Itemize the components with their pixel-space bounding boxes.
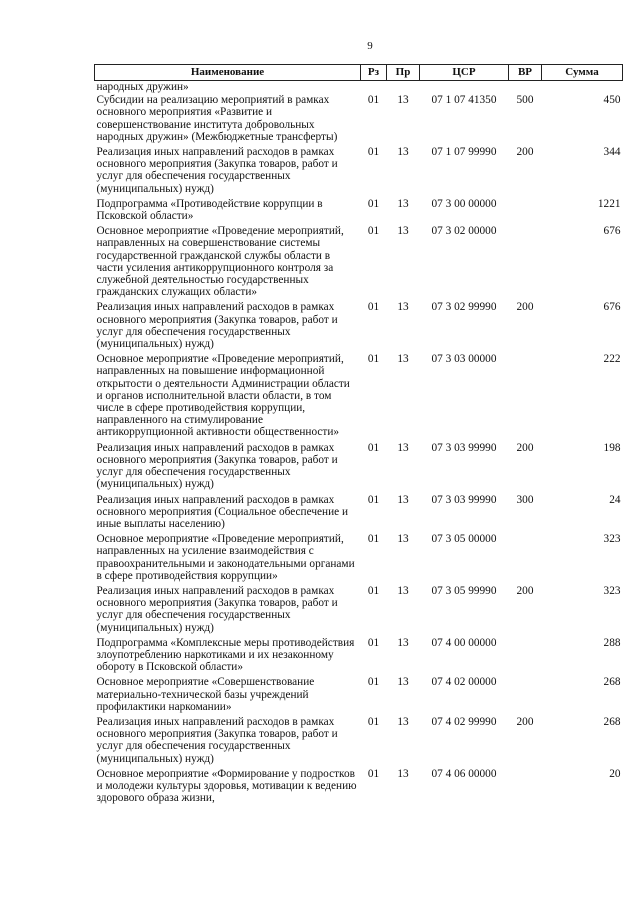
cell-rz: 01 <box>367 353 380 366</box>
table-row <box>95 585 623 637</box>
header-rz: Рз <box>361 65 387 81</box>
cell-name: Основное мероприятие «Проведение мероприятий, направленных на совершенствование системы государственной гражданской службы области в части усиления антикоррупционного контроля за служебной деятельностью государственных гражданских служащих области» <box>96 225 344 299</box>
cell-pr: 13 <box>397 676 409 689</box>
table-row <box>95 94 623 146</box>
cell-pr: 13 <box>397 715 409 728</box>
table-body <box>95 81 623 808</box>
cell-pr: 13 <box>397 636 409 649</box>
header-vr: ВР <box>509 65 542 81</box>
cell-rz: 01 <box>367 584 380 597</box>
table-row-continuation <box>95 81 623 95</box>
table-row <box>95 676 623 716</box>
cell-name: Основное мероприятие «Формирование у подростков и молодежи культуры здоровья, мотивации к ведению здорового образа жизни, <box>96 767 357 805</box>
cell-pr: 13 <box>397 584 409 597</box>
cell-name: Реализация иных направлений расходов в рамках основного мероприятия (Закупка товаров, работ и услуг для обеспечения государственных (муниципальных) нужд) <box>96 441 338 491</box>
cell-csr: 07 1 07 99990 <box>431 146 497 159</box>
cell-csr: 07 4 06 00000 <box>431 767 497 780</box>
cell-pr: 13 <box>397 533 409 546</box>
cell-sum: 222 <box>603 353 621 366</box>
cell-csr: 07 3 03 00000 <box>431 353 497 366</box>
cell-sum: 288 <box>603 636 621 649</box>
cell-sum: 20 <box>609 767 621 780</box>
cell-sum: 344 <box>603 146 621 159</box>
table-row <box>95 442 623 494</box>
cell-rz: 01 <box>367 197 380 210</box>
cell-name: Реализация иных направлений расходов в рамках основного мероприятия (Социальное обеспечение и иные выплаты населению) <box>96 493 349 530</box>
cell-pr: 13 <box>397 441 409 454</box>
cell-name: Реализация иных направлений расходов в рамках основного мероприятия (Закупка товаров, работ и услуг для обеспечения государственных (муниципальных) нужд) <box>96 584 338 634</box>
cell-sum: 1221 <box>597 197 621 210</box>
cell-name: Основное мероприятие «Совершенствование материально-технической базы учреждений профилактики наркомании» <box>96 676 315 713</box>
cell-vr <box>509 676 542 716</box>
cell-rz: 01 <box>367 146 380 159</box>
cell-rz: 01 <box>367 225 380 238</box>
cell-vr <box>509 533 542 585</box>
table-row <box>95 716 623 768</box>
cell-csr: 07 4 02 00000 <box>431 676 497 689</box>
cell-vr: 500 <box>516 94 534 107</box>
cell-rz: 01 <box>367 636 380 649</box>
cell-pr: 13 <box>397 767 409 780</box>
cell-vr <box>509 768 542 808</box>
cell-vr <box>509 353 542 441</box>
cell-name: Основное мероприятие «Проведение мероприятий, направленных на усиление взаимодействия с правоохранительными и законодательными органами в сфере противодействия коррупции» <box>96 533 355 582</box>
cell-sum: 676 <box>603 225 621 238</box>
cell-sum: 676 <box>603 301 621 314</box>
cell-vr: 200 <box>516 715 534 728</box>
cell-rz: 01 <box>367 676 380 689</box>
cell-name: Реализация иных направлений расходов в рамках основного мероприятия (Закупка товаров, работ и услуг для обеспечения государственных (муниципальных) нужд) <box>96 715 338 765</box>
cell-csr: 07 4 02 99990 <box>431 715 497 728</box>
cell-csr: 07 3 05 00000 <box>431 533 497 546</box>
cell-name: народных дружин» <box>96 81 189 93</box>
cell-vr: 200 <box>516 584 534 597</box>
cell-pr: 13 <box>397 197 409 210</box>
cell-sum: 268 <box>603 715 621 728</box>
cell-vr <box>509 198 542 225</box>
table-row <box>95 637 623 677</box>
header-csr: ЦСР <box>420 65 509 81</box>
cell-sum: 450 <box>603 94 621 107</box>
budget-table <box>94 64 623 807</box>
cell-name: Реализация иных направлений расходов в рамках основного мероприятия (Закупка товаров, работ и услуг для обеспечения государственных (муниципальных) нужд) <box>96 301 338 351</box>
cell-sum: 323 <box>603 533 621 546</box>
cell-sum: 24 <box>609 493 621 506</box>
cell-rz: 01 <box>367 94 380 107</box>
cell-csr: 07 3 03 99990 <box>431 493 497 506</box>
header-sum: Сумма <box>542 65 623 81</box>
cell-name: Основное мероприятие «Проведение мероприятий, направленных на повышение информационной открытости о деятельности Администрации области и органов исполнительной власти области, в том числе в сфере противодействия коррупции, направленного на стимулирование антикоррупционной активности общественности» <box>96 353 350 439</box>
cell-rz: 01 <box>367 533 380 546</box>
cell-csr: 07 3 05 99990 <box>431 584 497 597</box>
cell-vr: 300 <box>516 493 534 506</box>
table-row <box>95 494 623 534</box>
page-number: 9 <box>367 40 373 52</box>
header-name: Наименование <box>95 65 361 81</box>
cell-name: Субсидии на реализацию мероприятий в рамках основного мероприятия «Развитие и совершенствование института добровольных народных дружин» (Межбюджетные трансферты) <box>96 94 338 143</box>
table-row <box>95 198 623 225</box>
table-row <box>95 768 623 808</box>
cell-pr: 13 <box>397 493 409 506</box>
cell-csr: 07 3 02 99990 <box>431 301 497 314</box>
cell-sum: 198 <box>603 441 621 454</box>
cell-sum: 323 <box>603 584 621 597</box>
cell-rz: 01 <box>367 441 380 454</box>
cell-vr: 200 <box>516 301 534 314</box>
cell-rz: 01 <box>367 767 380 780</box>
cell-rz: 01 <box>367 301 380 314</box>
cell-rz: 01 <box>367 715 380 728</box>
cell-name: Реализация иных направлений расходов в рамках основного мероприятия (Закупка товаров, работ и услуг для обеспечения государственных (муниципальных) нужд) <box>96 146 338 195</box>
cell-sum: 268 <box>603 676 621 689</box>
table-row <box>95 533 623 585</box>
cell-vr: 200 <box>516 146 534 159</box>
cell-pr: 13 <box>397 94 409 107</box>
cell-vr <box>509 637 542 677</box>
table-row <box>95 146 623 198</box>
cell-name: Подпрограмма «Комплексные меры противодействия злоупотреблению наркотиками и их незаконному обороту в Псковской области» <box>96 636 355 674</box>
header-pr: Пр <box>387 65 420 81</box>
cell-csr: 07 4 00 00000 <box>431 636 497 649</box>
cell-csr: 07 3 00 00000 <box>431 197 497 210</box>
cell-csr: 07 1 07 41350 <box>431 94 497 107</box>
cell-pr: 13 <box>397 225 409 238</box>
cell-csr: 07 3 03 99990 <box>431 441 497 454</box>
cell-rz: 01 <box>367 493 380 506</box>
cell-pr: 13 <box>397 301 409 314</box>
cell-name: Подпрограмма «Противодействие коррупции в Псковской области» <box>96 197 323 223</box>
cell-vr: 200 <box>516 441 534 454</box>
cell-pr: 13 <box>397 146 409 159</box>
table-row <box>95 225 623 301</box>
table-header-row <box>95 65 623 81</box>
table-row <box>95 301 623 353</box>
table-row <box>95 353 623 441</box>
cell-vr <box>509 225 542 301</box>
cell-pr: 13 <box>397 353 409 366</box>
cell-csr: 07 3 02 00000 <box>431 225 497 238</box>
